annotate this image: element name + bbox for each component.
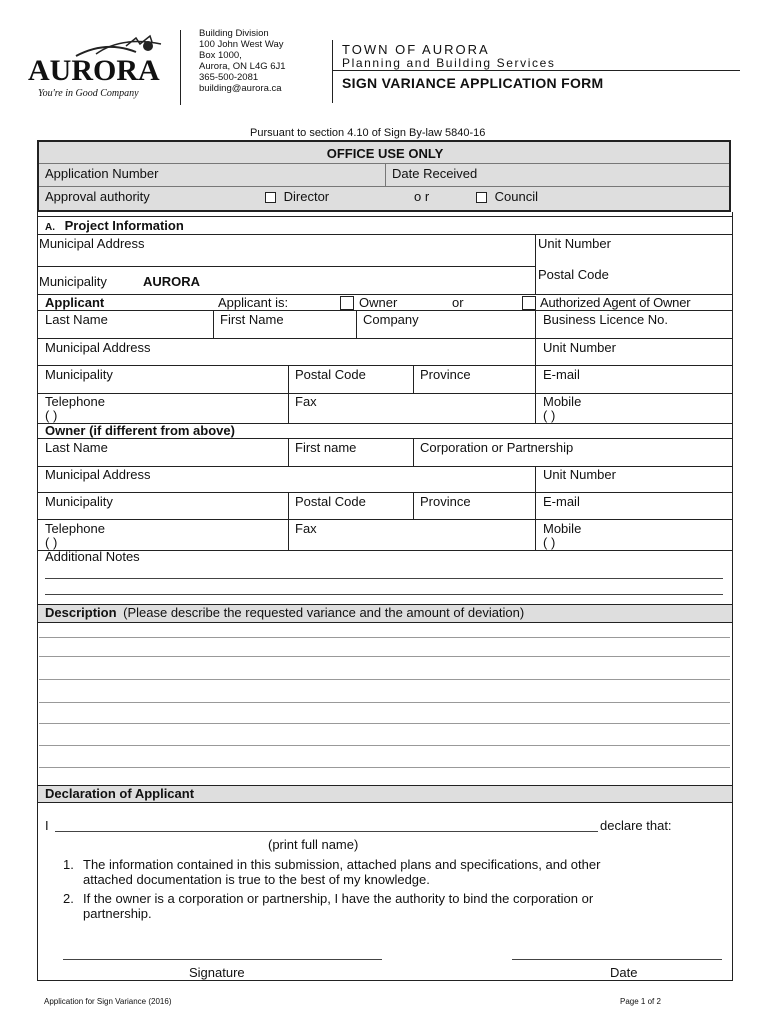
- project-unit-label[interactable]: Unit Number: [538, 236, 611, 251]
- business-licence-label[interactable]: Business Licence No.: [543, 312, 669, 327]
- signature-field[interactable]: [63, 959, 382, 960]
- applicant-unit-label[interactable]: Unit Number: [543, 340, 616, 355]
- footer-page-number: Page 1 of 2: [620, 997, 661, 1006]
- office-row-line: [39, 163, 729, 164]
- row-line: [37, 492, 733, 493]
- project-municipality-value: AURORA: [143, 274, 201, 289]
- logo-wordmark: AURORA: [28, 54, 160, 87]
- address-line: Box 1000,: [199, 50, 242, 61]
- applicant-mobile-paren: ( ): [543, 408, 556, 423]
- applicant-company-label[interactable]: Company: [363, 312, 419, 327]
- declaration-item-2-line-1: If the owner is a corporation or partnership, I have the authority to bind the corporation or: [83, 891, 594, 906]
- footer-form-name: Application for Sign Variance (2016): [44, 997, 172, 1006]
- applicant-fax-label[interactable]: Fax: [295, 394, 317, 409]
- row-line: [37, 519, 733, 520]
- header-rule: [333, 70, 740, 71]
- pursuant-text: Pursuant to section 4.10 of Sign By-law 5840-16: [250, 127, 486, 139]
- description-line[interactable]: [39, 767, 730, 768]
- description-title: Description: [45, 605, 117, 620]
- print-full-name-caption: (print full name): [268, 837, 359, 852]
- row-line: [37, 622, 733, 623]
- date-caption: Date: [610, 965, 638, 980]
- date-received-label: Date Received: [392, 166, 478, 181]
- address-line: 365-500-2081: [199, 72, 259, 83]
- town-logo: [28, 32, 178, 102]
- col-line: [535, 234, 536, 295]
- declaration-item-1-number: 1.: [63, 857, 74, 872]
- description-heading: [45, 605, 524, 620]
- description-line[interactable]: [39, 723, 730, 724]
- applicant-heading: Applicant: [45, 295, 105, 310]
- address-line: Aurora, ON L4G 6J1: [199, 61, 286, 72]
- header-divider-left: [180, 30, 181, 105]
- office-row-line: [39, 186, 729, 187]
- row-line: [37, 393, 733, 394]
- col-line: [356, 310, 357, 338]
- signature-caption: Signature: [189, 965, 245, 980]
- owner-first-name-label[interactable]: First name: [295, 440, 357, 455]
- owner-unit-label[interactable]: Unit Number: [543, 467, 616, 482]
- applicant-municipality-label[interactable]: Municipality: [45, 367, 113, 382]
- office-use-title: OFFICE USE ONLY: [326, 146, 444, 161]
- department-name: Planning and Building Services: [342, 56, 556, 70]
- section-title: Project Information: [64, 218, 184, 233]
- row-line: [37, 310, 733, 311]
- row-line: [37, 550, 733, 551]
- owner-corporation-label[interactable]: Corporation or Partnership: [420, 440, 574, 455]
- owner-province-label[interactable]: Province: [420, 494, 471, 509]
- col-line: [413, 492, 414, 519]
- owner-postal-label[interactable]: Postal Code: [295, 494, 366, 509]
- council-option[interactable]: [476, 189, 538, 204]
- section-letter: A.: [45, 222, 55, 233]
- row-line: [37, 438, 733, 439]
- town-name: TOWN OF AURORA: [342, 42, 490, 57]
- declaration-item-2-line-2: partnership.: [83, 906, 152, 921]
- print-name-field[interactable]: [55, 831, 598, 832]
- agent-option-label: Authorized Agent of Owner: [540, 295, 691, 310]
- additional-notes-label: Additional Notes: [45, 549, 140, 564]
- owner-mobile-label[interactable]: Mobile: [543, 521, 582, 536]
- applicant-address-label[interactable]: Municipal Address: [45, 340, 151, 355]
- col-line: [213, 310, 214, 338]
- col-line: [413, 438, 414, 466]
- date-field[interactable]: [512, 959, 722, 960]
- declaration-item-1-line-2: attached documentation is true to the best of my knowledge.: [83, 872, 430, 887]
- additional-notes-line[interactable]: [45, 594, 723, 595]
- director-label: Director: [283, 189, 330, 204]
- applicant-telephone-paren: ( ): [45, 408, 58, 423]
- application-number-label: Application Number: [45, 166, 159, 181]
- owner-municipality-label[interactable]: Municipality: [45, 494, 113, 509]
- director-option[interactable]: [265, 189, 329, 204]
- address-line: Building Division: [199, 28, 269, 39]
- col-line: [288, 365, 289, 424]
- col-line: [413, 365, 414, 393]
- applicant-last-name-label[interactable]: Last Name: [45, 312, 108, 327]
- description-line[interactable]: [39, 656, 730, 657]
- applicant-postal-label[interactable]: Postal Code: [295, 367, 366, 382]
- description-line[interactable]: [39, 637, 730, 638]
- declare-that: declare that:: [600, 818, 672, 833]
- owner-telephone-paren: ( ): [45, 535, 58, 550]
- row-line: [37, 365, 733, 366]
- project-municipality-label: Municipality: [39, 274, 107, 289]
- description-line[interactable]: [39, 702, 730, 703]
- owner-address-label[interactable]: Municipal Address: [45, 467, 151, 482]
- row-line: [37, 802, 733, 803]
- declaration-heading: Declaration of Applicant: [45, 786, 195, 801]
- row-line: [37, 266, 535, 267]
- project-address-label[interactable]: Municipal Address: [39, 236, 145, 251]
- col-line: [288, 438, 289, 466]
- description-line[interactable]: [39, 745, 730, 746]
- owner-email-label[interactable]: E-mail: [543, 494, 580, 509]
- applicant-mobile-label[interactable]: Mobile: [543, 394, 582, 409]
- col-line: [535, 310, 536, 424]
- description-line[interactable]: [39, 679, 730, 680]
- office-col-line: [385, 163, 386, 186]
- col-line: [288, 492, 289, 551]
- applicant-or: or: [452, 295, 464, 310]
- applicant-province-label[interactable]: Province: [420, 367, 471, 382]
- approval-authority-label: Approval authority: [45, 189, 150, 204]
- owner-checkbox[interactable]: [340, 296, 354, 310]
- division-address: [199, 28, 324, 94]
- form-left-border: [37, 212, 38, 980]
- form-bottom-border: [37, 980, 733, 981]
- applicant-email-label[interactable]: E-mail: [543, 367, 580, 382]
- owner-heading: Owner (if different from above): [45, 423, 235, 438]
- council-label: Council: [494, 189, 538, 204]
- agent-checkbox[interactable]: [522, 296, 536, 310]
- additional-notes-line[interactable]: [45, 578, 723, 579]
- applicant-first-name-label[interactable]: First Name: [220, 312, 284, 327]
- declaration-item-1-line-1: The information contained in this submission, attached plans and specifications, and other: [83, 857, 601, 872]
- address-line: building@aurora.ca: [199, 83, 282, 94]
- row-line: [37, 338, 733, 339]
- project-postal-label[interactable]: Postal Code: [538, 267, 609, 282]
- applicant-is-label: Applicant is:: [218, 295, 289, 310]
- applicant-telephone-label[interactable]: Telephone: [45, 394, 105, 409]
- form-title: SIGN VARIANCE APPLICATION FORM: [342, 75, 604, 91]
- declaration-i: I: [45, 818, 49, 833]
- owner-option-label: Owner: [359, 295, 398, 310]
- address-line: 100 John West Way: [199, 39, 284, 50]
- form-right-border: [732, 212, 733, 980]
- director-checkbox[interactable]: [265, 192, 276, 203]
- project-info-heading: [45, 218, 184, 235]
- header-divider-right: [332, 40, 333, 103]
- logo-tagline: You're in Good Company: [38, 88, 139, 99]
- description-hint: (Please describe the requested variance and the amount of deviation): [123, 605, 525, 620]
- council-checkbox[interactable]: [476, 192, 487, 203]
- office-or: o r: [414, 189, 430, 204]
- row-line: [37, 234, 733, 235]
- declaration-item-2-number: 2.: [63, 891, 74, 906]
- owner-last-name-label[interactable]: Last Name: [45, 440, 108, 455]
- owner-fax-label[interactable]: Fax: [295, 521, 317, 536]
- row-line: [37, 216, 733, 217]
- owner-telephone-label[interactable]: Telephone: [45, 521, 105, 536]
- owner-mobile-paren: ( ): [543, 535, 556, 550]
- col-line: [535, 466, 536, 551]
